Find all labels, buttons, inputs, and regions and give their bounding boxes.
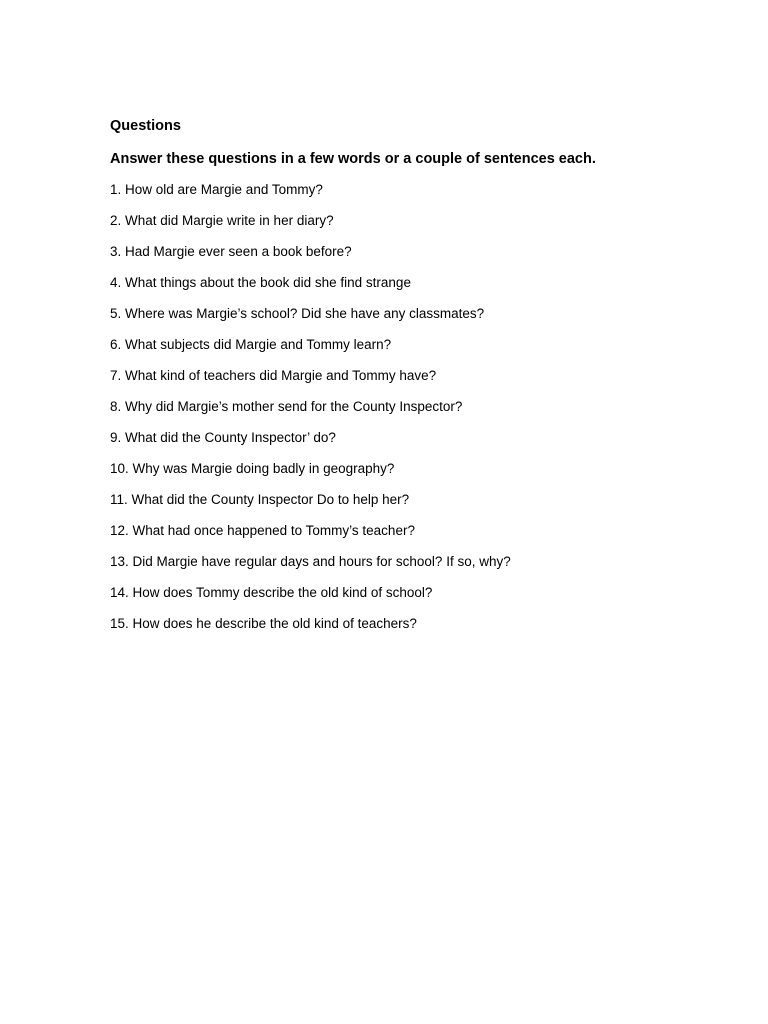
question-item: 3. Had Margie ever seen a book before? bbox=[110, 244, 352, 259]
question-item: 6. What subjects did Margie and Tommy learn? bbox=[110, 337, 392, 352]
question-item: 1. How old are Margie and Tommy? bbox=[110, 182, 323, 197]
question-item: 11. What did the County Inspector Do to help her? bbox=[110, 492, 410, 507]
question-list bbox=[110, 181, 730, 633]
question-item: 12. What had once happened to Tommy’s teacher? bbox=[110, 523, 415, 538]
question-item: 10. Why was Margie doing badly in geography? bbox=[110, 461, 395, 476]
section-heading: Questions bbox=[110, 118, 181, 134]
question-item: 8. Why did Margie’s mother send for the County Inspector? bbox=[110, 399, 463, 414]
question-item: 14. How does Tommy describe the old kind of school? bbox=[110, 585, 433, 600]
question-item: 5. Where was Margie’s school? Did she have any classmates? bbox=[110, 306, 485, 321]
instruction-text: Answer these questions in a few words or a couple of sentences each. bbox=[110, 151, 596, 167]
question-item: 9. What did the County Inspector’ do? bbox=[110, 430, 336, 445]
question-item: 15. How does he describe the old kind of teachers? bbox=[110, 616, 417, 631]
question-item: 7. What kind of teachers did Margie and Tommy have? bbox=[110, 368, 437, 383]
document-content bbox=[110, 117, 730, 646]
question-item: 13. Did Margie have regular days and hours for school? If so, why? bbox=[110, 554, 511, 569]
question-item: 4. What things about the book did she find strange bbox=[110, 275, 411, 290]
question-item: 2. What did Margie write in her diary? bbox=[110, 213, 334, 228]
